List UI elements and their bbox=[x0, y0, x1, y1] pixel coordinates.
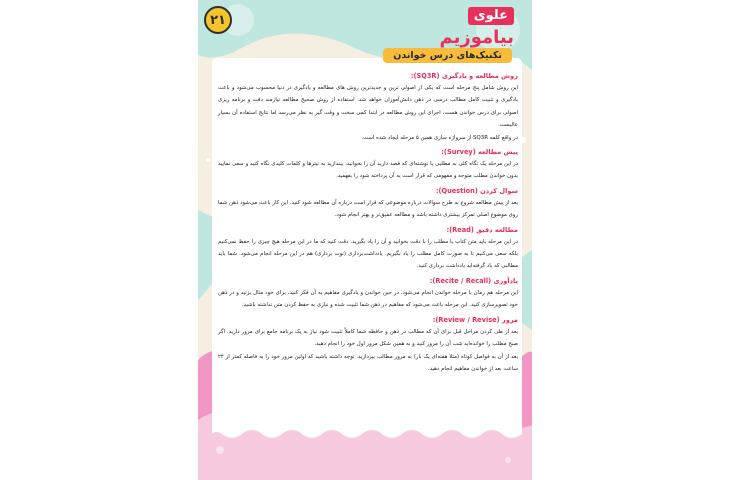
brand-top-label: علوی bbox=[468, 7, 514, 25]
brand-main-label: بیاموزیم bbox=[439, 27, 514, 48]
section-sq3r bbox=[218, 70, 518, 144]
paragraph: در این مرحله یک نگاه کلی به مطلبی یا نوشته‌ای که قصد دارید آن را بخوانید، بیندازید به تیترها و کلمات کلیدی نگاه کنید و سعی نمایید بدون خواندن مطلب متوجه و مفهومی که قرار است به آن پرداخته شود را بفهمید. bbox=[218, 161, 518, 180]
book-page bbox=[198, 0, 532, 480]
section-heading: روش مطالعه و یادگیری (SQ3R): bbox=[410, 72, 518, 80]
paragraph: در واقع کلمه SQ3R از سرواژه سازی همین ۵ مرحله ایجاد شده است. bbox=[361, 134, 518, 141]
paragraph: این روش شامل پنج مرحله است که یکی از اصولی ترین و جدیدترین روش های مطالعه و یادگیری در دنیا محسوب می‌شود و باعث یادگیری و تثبیت کامل مطالب درسی در ذهن دانش‌آموزان خواهد شد. استفاده از روش صحیح مطالعه نیازمند دقت و برنامه ریزی اصولی برای درس خواندن هست، اجرای این روش مطالعه در ابتدا کمی سخت و وقت گیر به نظر می‌رسد اما نتایج استفاده آن بسیار عالیست. bbox=[218, 85, 518, 129]
paragraph: در این مرحله باید متن کتاب یا مطلب را با دقت بخوانید و آن را یاد بگیرید. دقت کنید که ما در این مرحله هیچ چیزی را حفظ نمی‌کنیم بلکه سعی می‌کنیم تا به صورت کامل مطلب را یاد بگیریم. یادداشت‌برداری (نوت برداری) هم در این مرحله انجام می‌شود. شما باید مطالبی که یاد گرفته‌اید یادداشت برداری کنید. bbox=[218, 238, 518, 270]
paragraph: بعد از پیش مطالعه شروع به طرح سوالات درباره موضوعی که قرار است درباره آن مطالعه شود کنید. این کار باعث می‌شود ذهن شما روی موضوع اصلی تمرکز بیشتری داشته باشد و مطالعه عمیق‌تر و بهتر انجام شود. bbox=[218, 199, 518, 219]
section-heading: یادآوری (Recite / Recall): bbox=[429, 276, 518, 285]
section-heading: پیش مطالعه (Survey): bbox=[441, 148, 518, 157]
brand-logo bbox=[439, 4, 514, 49]
section-survey bbox=[218, 146, 518, 183]
paragraph: بعد از طی کردن مراحل قبل برای آن که مطالب در ذهن و حافظه شما کاملاً تثبیت شود نیاز به یک برنامه جامع برای مرور دارید. اگر صبح مطلب را خوانده‌اید شب آن را مرور کنید و به همین شکل مرور اول خود را انجام دهید. bbox=[218, 328, 518, 348]
paragraph: بعد از آن به فواصل کوتاه (مثلا هفته‌ای یک بار) به مرور مطالب بپردازید. توجه داشته باشید که اولین مرور خود را به فاصله کمتر از ۲۴ ساعت بعد از خواندن مفاهیم انجام دهید. bbox=[218, 353, 518, 372]
page-number: ۲۱ bbox=[210, 12, 226, 28]
section-heading: مرور (Review / Revise): bbox=[432, 315, 518, 324]
section-heading: سوال کردن (Question): bbox=[435, 186, 518, 195]
paragraph: این مرحله هم زمان با مرحله خواندن انجام می‌شود. در حین خواندن و یادگیری مفاهیم به آن فکر کنید، برای خود مثال بزنید و در ذهن خود تصویرسازی کنید. این مرحله باعث می‌شود که مفاهیم در ذهن شما تثبیت شده و نیازی به حفظ کردن متن نداشته باشید. bbox=[218, 289, 518, 309]
section-review bbox=[218, 314, 518, 376]
section-question bbox=[218, 185, 518, 222]
section-recite bbox=[218, 275, 518, 312]
page-number-badge bbox=[204, 6, 232, 34]
section-read bbox=[218, 224, 518, 273]
article-content bbox=[218, 68, 518, 375]
section-heading: مطالعه دقیق (Read): bbox=[446, 225, 518, 234]
section-title: تکنیک‌های درس خواندن bbox=[383, 48, 512, 63]
